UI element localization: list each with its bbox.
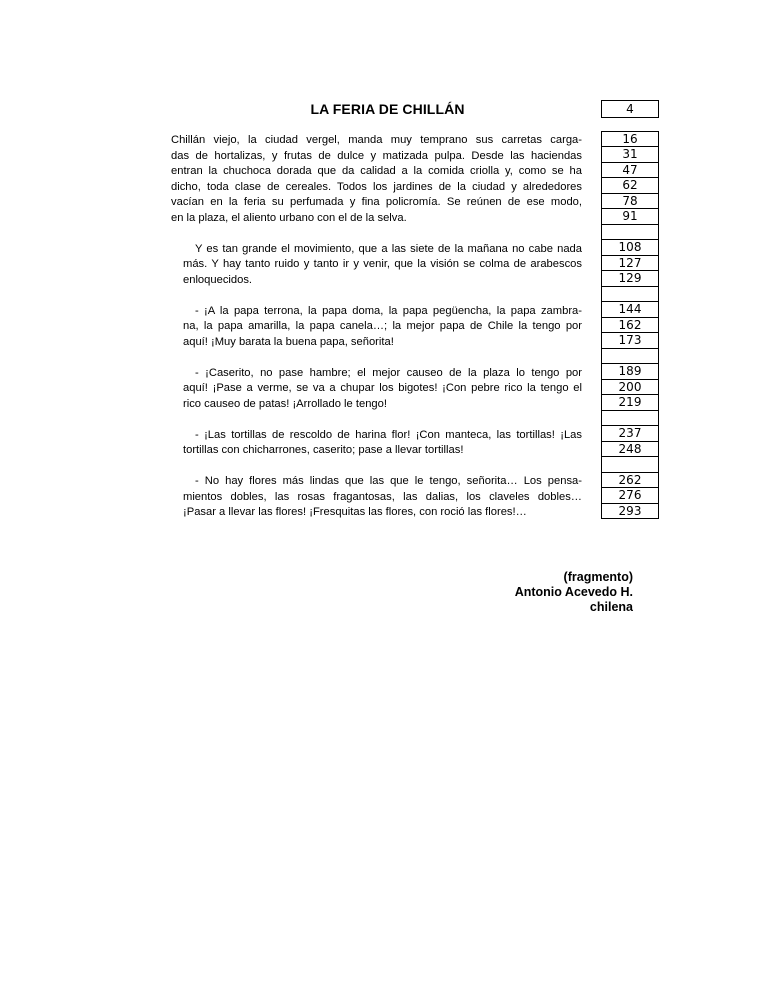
word-count-cell [601,411,659,427]
fragment-note: (fragmento) [563,570,633,584]
word-count-cell [601,287,659,303]
word-count-column [601,131,659,519]
text-line: Y es tan grande el movimiento, que a las siete de la mañana no cabe nada [195,242,582,255]
word-count-cell: 144 [601,302,659,318]
word-count-cell: 189 [601,364,659,380]
text-line: aquí! ¡Muy barata la buena papa, señorita! [183,335,394,348]
paragraph [171,428,582,459]
text-line: - ¡A la papa terrona, la papa doma, la papa pegüencha, la papa zambra- [195,304,582,317]
word-count-cell: 108 [601,240,659,256]
text-line: vacían en la feria su perfumada y fina policromía. Se reúnen de ese modo, [171,196,582,208]
signature [515,570,633,615]
word-count-cell: 262 [601,473,659,489]
word-count-cell: 16 [601,131,659,147]
reading-text [171,133,582,536]
text-line: das de hortalizas, y frutas de dulce y matizada pulpa. Desde las haciendas [171,149,582,162]
word-count-cell: 47 [601,163,659,179]
word-count-cell: 200 [601,380,659,396]
text-line: enloquecidos. [183,273,253,286]
word-count-cell: 78 [601,194,659,210]
word-count-cell: 62 [601,178,659,194]
word-count-cell: 31 [601,147,659,163]
text-line: - No hay flores más lindas que las que le tengo, señorita… Los pensa- [195,475,582,487]
word-count-cell: 129 [601,271,659,287]
text-line: entran la chuchoca dorada que da calidad a la comida criolla y, como se ha [171,165,582,177]
paragraph [171,133,582,226]
text-line: en la plaza, el aliento urbano con el de la selva. [171,211,407,224]
paragraph [171,474,582,521]
text-line: aquí! ¡Pase a verme, se va a chupar los bigotes! ¡Con pebre rico la tengo el [183,382,582,394]
text-line: - ¡Las tortillas de rescoldo de harina flor! ¡Con manteca, las tortillas! ¡Las [195,428,582,441]
word-count-cell: 219 [601,395,659,411]
text-line: - ¡Caserito, no pase hambre; el mejor causeo de la plaza lo tengo por [195,366,582,379]
document-title: LA FERIA DE CHILLÁN [310,101,465,117]
word-count-cell: 237 [601,426,659,442]
paragraph [171,242,582,289]
text-line: dicho, toda clase de cereales. Todos los jardines de la ciudad y alrededores [171,180,582,193]
text-line: mientos dobles, las rosas fragantosas, las dalias, los claveles dobles… [183,490,582,503]
text-line: tortillas con chicharrones, caserito; pase a llevar tortillas! [183,444,464,456]
word-count-cell [601,349,659,365]
page-number-box: 4 [601,100,659,118]
author-name: Antonio Acevedo H. [514,585,633,599]
word-count-cell [601,225,659,241]
word-count-cell: 162 [601,318,659,334]
word-count-cell [601,457,659,473]
word-count-cell: 276 [601,488,659,504]
word-count-cell: 127 [601,256,659,272]
text-line: na, la papa amarilla, la papa canela…; la mejor papa de Chile la tengo por [183,320,582,332]
paragraph [171,366,582,413]
paragraph [171,304,582,351]
author-nationality: chilena [589,600,633,614]
text-line: rico causeo de patas! ¡Arrollado le tengo! [183,397,387,410]
word-count-cell: 91 [601,209,659,225]
word-count-cell: 293 [601,504,659,520]
word-count-cell: 173 [601,333,659,349]
text-line: más. Y hay tanto ruido y tanto ir y venir, que la visión se colma de arabescos [183,258,582,270]
text-line: ¡Pasar a llevar las flores! ¡Fresquitas las flores, con roció las flores!… [183,506,527,518]
text-line: Chillán viejo, la ciudad vergel, manda muy temprano sus carretas carga- [171,134,582,146]
word-count-cell: 248 [601,442,659,458]
